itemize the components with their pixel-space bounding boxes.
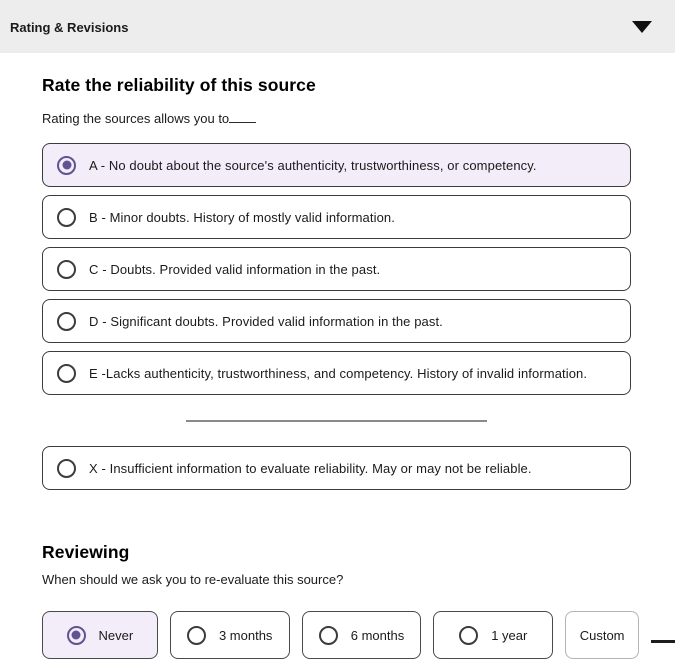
radio-unchecked-icon <box>57 260 76 279</box>
radio-unchecked-icon <box>57 208 76 227</box>
reviewing-option-custom[interactable] <box>565 611 639 659</box>
options-divider <box>186 420 487 422</box>
radio-unchecked-icon <box>57 364 76 383</box>
reviewing-option-6-months[interactable] <box>302 611 422 659</box>
reliability-section-subtitle <box>42 111 631 126</box>
fill-in-blank-line <box>229 112 256 123</box>
trailing-dash-line <box>651 640 675 643</box>
radio-unchecked-icon <box>187 626 206 645</box>
reliability-option-e[interactable] <box>42 351 631 395</box>
reviewing-options-group <box>42 611 675 659</box>
reviewing-option-never[interactable] <box>42 611 158 659</box>
section-header <box>0 0 675 53</box>
radio-unchecked-icon <box>319 626 338 645</box>
reviewing-section-subtitle: When should we ask you to re-evaluate this source? <box>42 572 344 587</box>
radio-checked-icon <box>57 156 76 175</box>
reliability-option-c[interactable] <box>42 247 631 291</box>
radio-unchecked-icon <box>57 459 76 478</box>
reviewing-option-1-year-label: 1 year <box>491 627 528 643</box>
reviewing-option-3-months-label: 3 months <box>218 627 273 643</box>
reviewing-option-custom-label: Custom <box>579 627 625 643</box>
reliability-options-group <box>42 143 631 395</box>
reliability-subtitle-text: Rating the sources allows you to <box>42 111 230 126</box>
reliability-option-e-label: E -Lacks authenticity, trustworthiness, and competency. History of invalid information. <box>89 365 588 381</box>
reliability-option-d[interactable] <box>42 299 631 343</box>
reliability-option-b[interactable] <box>42 195 631 239</box>
radio-unchecked-icon <box>57 312 76 331</box>
panel-body <box>0 53 675 659</box>
reliability-option-x-label: X - Insufficient information to evaluate reliability. May or may not be reliable. <box>89 460 532 476</box>
reviewing-option-3-months[interactable] <box>170 611 290 659</box>
reviewing-option-6-months-label: 6 months <box>350 627 405 643</box>
reviewing-option-1-year[interactable] <box>433 611 553 659</box>
reviewing-section-title: Reviewing <box>42 542 130 562</box>
reviewing-option-never-label: Never <box>98 627 134 643</box>
reliability-option-b-label: B - Minor doubts. History of mostly valid information. <box>89 209 395 225</box>
reliability-option-x[interactable] <box>42 446 631 490</box>
radio-checked-icon <box>67 626 86 645</box>
reviewing-section <box>42 542 631 659</box>
section-header-title: Rating & Revisions <box>10 20 129 35</box>
reliability-extra-option-group <box>42 446 631 490</box>
reliability-option-c-label: C - Doubts. Provided valid information in the past. <box>89 261 381 277</box>
reliability-option-a[interactable] <box>42 143 631 187</box>
reliability-option-a-label: A - No doubt about the source's authenticity, trustworthiness, or competency. <box>89 157 537 173</box>
radio-unchecked-icon <box>459 626 478 645</box>
reliability-section-title: Rate the reliability of this source <box>42 75 316 95</box>
reliability-option-d-label: D - Significant doubts. Provided valid information in the past. <box>89 313 443 329</box>
collapse-triangle-icon[interactable] <box>632 21 652 33</box>
